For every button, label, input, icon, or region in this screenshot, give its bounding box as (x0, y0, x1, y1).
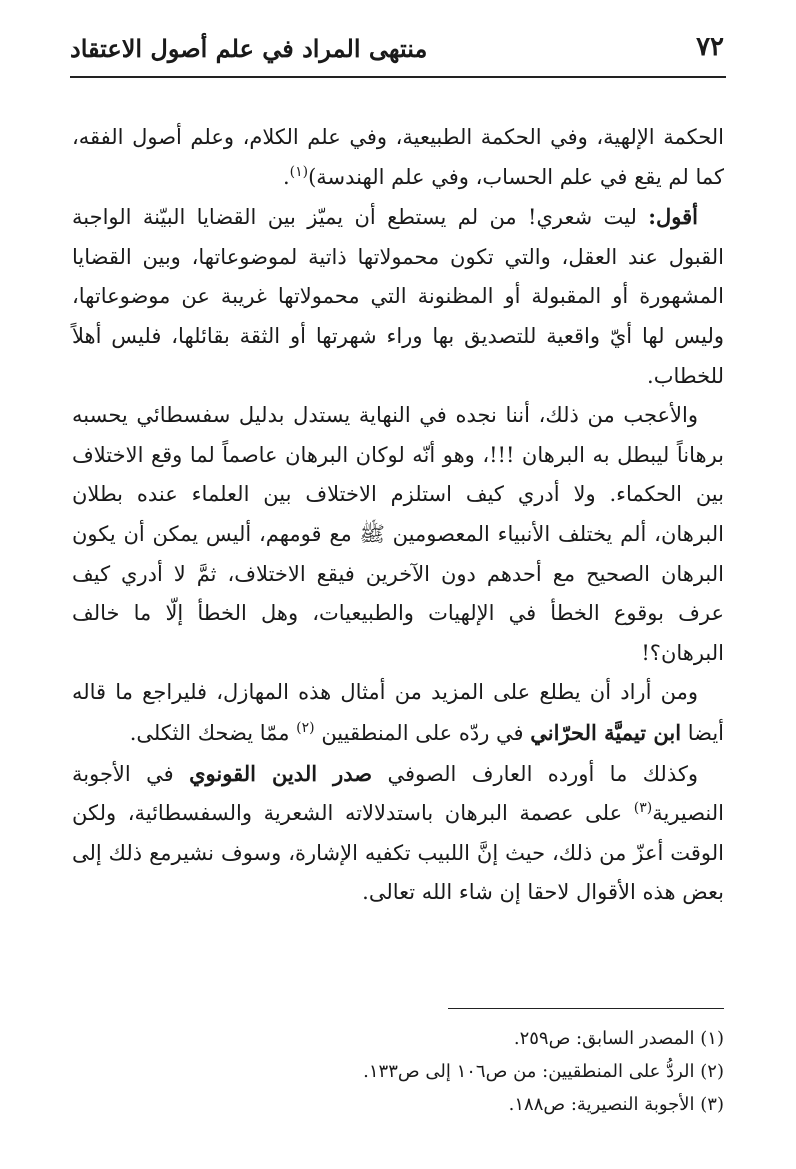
footnote-2: (٢) الردُّ على المنطقيين: من ص١٠٦ إلى ص١٣٣. (363, 1061, 724, 1082)
footnote-ref-1[interactable]: (١) (289, 163, 309, 180)
paragraph-5-text-a: وكذلك ما أورده العارف الصوفي (372, 761, 698, 786)
paragraph-5-text-c: على عصمة البرهان باستدلالاته الشعرية والسفسطائية، ولكن الوقت أعزّ من ذلك، حيث إنَّ اللبيب تكفيه الإشارة، وسوف نشيرمع ذلك إلى بعض هذه الأقوال لاحقا إن شاء الله تعالى. (72, 801, 724, 905)
paragraph-5-text-b: في الأجوبة النصيرية (72, 761, 724, 826)
paragraph-1-text: الحكمة الإلهية، وفي الحكمة الطبيعية، وفي علم الكلام، وعلم أصول الفقه، كما لم يقع في علم الحساب، وفي علم الهندسة) (72, 125, 724, 189)
page-header (70, 30, 726, 78)
footnote-ref-2[interactable]: (٢) (296, 719, 315, 736)
footnotes (72, 1022, 724, 1121)
paragraph-4-text-b: في ردّه على المنطقيين (314, 720, 531, 745)
footnote-1: (١) المصدر السابق: ص٢٥٩. (513, 1028, 724, 1049)
page-number: ٧٢ (696, 32, 724, 62)
main-text (72, 118, 724, 913)
paragraph-2-lead: أقول: (648, 204, 698, 230)
paragraph-2 (72, 197, 724, 396)
person-name-qunawi: صدر الدين القونوي (189, 760, 373, 786)
paragraph-4-text-c: ممّا يضحك الثكلى. (129, 720, 297, 745)
paragraph-1-end: . (282, 164, 290, 189)
footnote-ref-3[interactable]: (٣) (633, 800, 653, 817)
paragraph-5 (72, 754, 724, 913)
paragraph-4-text-a: ومن أراد أن يطلع على المزيد من أمثال هذه المهازل، فليراجع ما قاله أيضا (72, 680, 724, 745)
person-name-ibn-taymiyya: ابن تيميَّة الحرّاني (530, 719, 682, 745)
paragraph-3-text: والأعجب من ذلك، أننا نجده في النهاية يستدل بدليل سفسطائي يحسبه برهاناً ليبطل به البرهان !!!، وهو أنّه لوكان البرهان عاصماً لما وقع الاختلاف بين الحكماء. ولا أدري كيف استلزم الاختلاف بين العلماء عنده بطلان البرهان، ألم يختلف الأنبياء المعصومين ﷺ مع قومهم، أليس يمكن أن يكون البرهان الصحيح مع أحدهم دون الآخرين فيقع الاختلاف، ثمَّ لا أدري كيف عرف بوقوع الخطأ في الإلهيات والطبيعيات، وهل الخطأ إلّا ما خالف البرهان؟! (72, 403, 724, 665)
paragraph-1 (72, 118, 724, 197)
paragraph-2-text: ليت شعري! من لم يستطع أن يميّز بين القضايا البيّنة الواجبة القبول عند العقل، والتي تكون محمولاتها ذاتية لموضوعاتها، وبين القضايا المشهورة أو المقبولة أو المظنونة التي محمولاتها غريبة عن موضوعاتها، وليس لها أيّ واقعية للتصديق بها وراء شهرتها أو الثقة بقائلها، فليس أهلاً للخطاب. (72, 205, 724, 388)
running-title: منتهى المراد في علم أصول الاعتقاد (70, 34, 428, 63)
footnote-3: (٣) الأجوبة النصيرية: ص١٨٨. (508, 1094, 724, 1115)
paragraph-4 (72, 673, 724, 753)
footnote-separator (448, 1008, 724, 1009)
paragraph-3 (72, 396, 724, 673)
